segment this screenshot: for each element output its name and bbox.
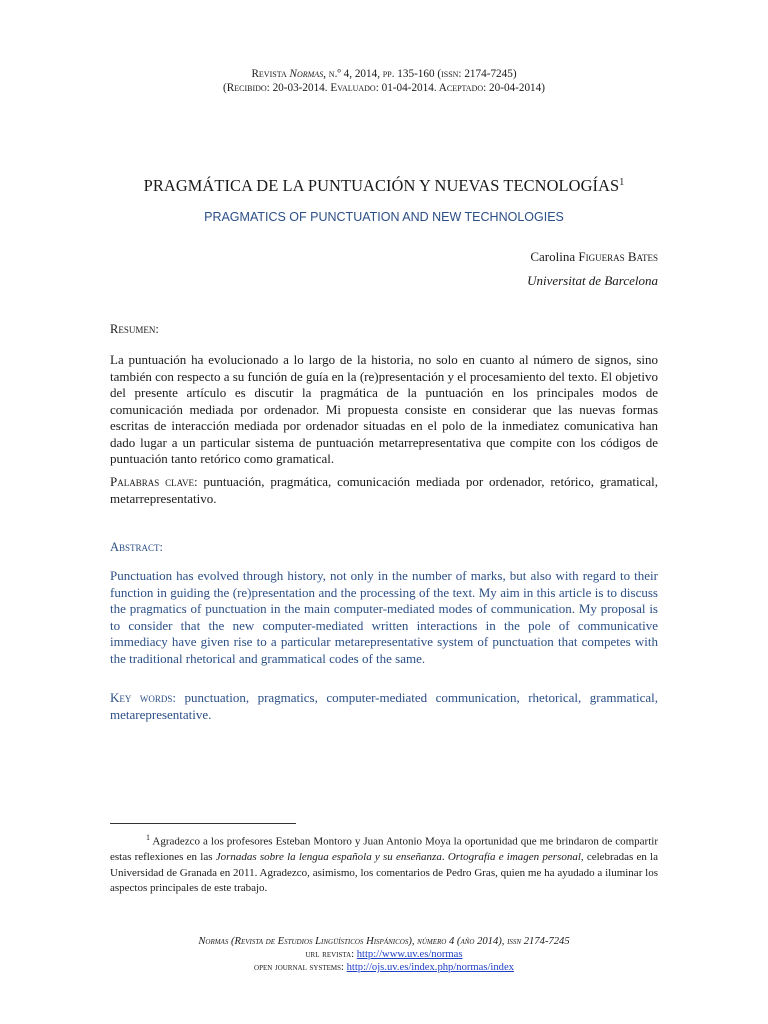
- author-affiliation: Universitat de Barcelona: [527, 273, 658, 288]
- journal-url-link[interactable]: http://www.uv.es/normas: [356, 949, 463, 960]
- abstract-heading: Abstract:: [110, 540, 164, 554]
- author-name: Carolina Figueras Bates: [530, 249, 658, 264]
- palabras-clave: Palabras clave: puntuación, pragmática, comunicación mediada por ordenador, retórico, gramatical, metarrepresentativo.: [110, 474, 659, 506]
- footer-ojs-line: open journal systems: http://ojs.uv.es/index.php/normas/index: [254, 962, 514, 973]
- journal-footer: [0, 935, 768, 974]
- footer-url-line: url revista: http://www.uv.es/normas: [305, 949, 463, 960]
- resumen-heading: Resumen:: [110, 322, 159, 336]
- footnote-divider: [110, 823, 296, 824]
- footer-journal-line: Normas (Revista de Estudios Lingüísticos Hispánicos), número 4 (año 2014), issn 2174-7245: [198, 936, 570, 947]
- paper-subtitle-english: PRAGMATICS OF PUNCTUATION AND NEW TECHNOLOGIES: [204, 210, 564, 224]
- header-citation: Revista Normas, n.º 4, 2014, pp. 135-160 (issn: 2174-7245): [251, 68, 517, 80]
- header-dates: (Recibido: 20-03-2014. Evaluado: 01-04-2014. Aceptado: 20-04-2014): [223, 82, 545, 94]
- footnote-1: $^1$ Agradezco a los profesores Esteban Montoro y Juan Antonio Moya la oportunidad que me brindaron de compartir estas reflexiones en las Jornadas sobre la lengua española y su enseñanza. Ortografía e imagen personal, celebradas en la Universidad de Granada en 2011. Agradezco, asimismo, los comentarios de Pedro Gras, quien me ha ayudado a iluminar los aspectos principales de este trabajo.: [110, 833, 659, 895]
- key-words: Key words: punctuation, pragmatics, computer-mediated communication, rhetorical, grammatical, metarepresentative.: [110, 690, 658, 722]
- journal-header: [0, 67, 768, 95]
- abstract-body: Punctuation has evolved through history, not only in the number of marks, but also with regard to their function in guiding the (re)presentation and the processing of the text. My aim in this article is to discuss the pragmatics of punctuation in the main computer-mediated modes of communication. My proposal is to consider that the new computer-mediated written interactions in the pole of communicative immediacy have given rise to a particular metarepresentative system of punctuation that competes with the traditional rhetorical and grammatical codes of the same.: [110, 568, 658, 666]
- title-footnote-mark[interactable]: 1: [619, 177, 625, 188]
- resumen-body: La puntuación ha evolucionado a lo largo de la historia, no solo en cuanto al número de signos, sino también con respecto a su función de guía en la (re)presentación y el procesamiento del texto. El objetivo del presente artículo es discutir la pragmática de la puntuación en los principales modos de comunicación mediada por ordenador. Mi propuesta consiste en considerar que las nuevas formas escritas de interacción mediada por ordenador situadas en el polo de la inmediatez comunicativa han dado lugar a un particular sistema de puntuación metarrepresentativa que compite con los códigos de puntuación tanto retórico como gramatical.: [110, 352, 658, 466]
- paper-title: PRAGMÁTICA DE LA PUNTUACIÓN Y NUEVAS TECNOLOGÍAS$^1$: [143, 176, 625, 195]
- ojs-url-link[interactable]: http://ojs.uv.es/index.php/normas/index: [346, 962, 514, 973]
